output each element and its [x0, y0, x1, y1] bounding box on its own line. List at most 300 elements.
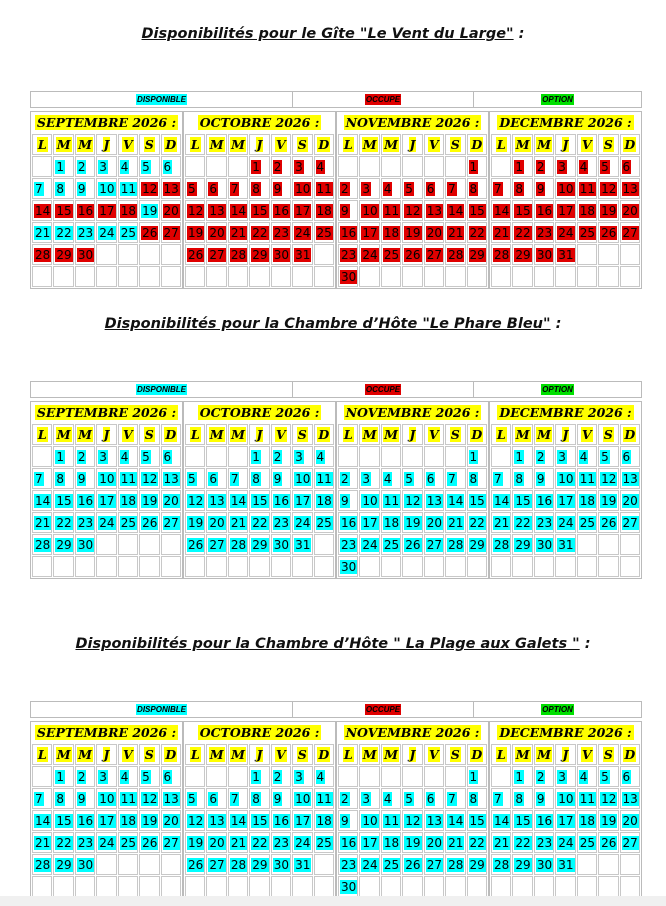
- day-available[interactable]: 23: [341, 537, 357, 552]
- day-cell[interactable]: [598, 222, 618, 243]
- day-available[interactable]: 24: [362, 857, 378, 872]
- day-cell[interactable]: [228, 468, 248, 489]
- day-occupied[interactable]: 18: [383, 225, 400, 240]
- day-cell[interactable]: [271, 512, 291, 533]
- day-available[interactable]: 22: [469, 835, 485, 850]
- day-cell[interactable]: [206, 490, 226, 511]
- day-cell[interactable]: [424, 468, 444, 489]
- day-available[interactable]: 3: [99, 769, 107, 784]
- day-cell[interactable]: [359, 446, 379, 467]
- day-occupied[interactable]: 19: [601, 203, 617, 218]
- day-cell[interactable]: [249, 766, 269, 787]
- day-available[interactable]: 5: [142, 449, 150, 464]
- day-cell[interactable]: [32, 244, 52, 265]
- day-cell[interactable]: [32, 222, 52, 243]
- day-cell[interactable]: [292, 446, 312, 467]
- day-cell[interactable]: [381, 244, 401, 265]
- day-occupied[interactable]: 5: [405, 181, 413, 196]
- day-cell[interactable]: [577, 178, 597, 199]
- day-cell[interactable]: [139, 810, 159, 831]
- day-cell[interactable]: [381, 178, 401, 199]
- day-cell[interactable]: [314, 156, 334, 177]
- day-cell[interactable]: [338, 876, 358, 897]
- day-cell[interactable]: [228, 766, 248, 787]
- day-available[interactable]: 27: [426, 857, 442, 872]
- day-cell[interactable]: [185, 156, 205, 177]
- day-cell[interactable]: [402, 854, 422, 875]
- day-cell[interactable]: [381, 832, 401, 853]
- day-occupied[interactable]: 15: [56, 203, 72, 218]
- day-cell[interactable]: [185, 876, 205, 897]
- day-available[interactable]: 8: [469, 471, 478, 486]
- day-cell[interactable]: [620, 156, 640, 177]
- day-cell[interactable]: [338, 534, 358, 555]
- day-cell[interactable]: [161, 788, 181, 809]
- day-available[interactable]: 18: [316, 813, 332, 828]
- day-available[interactable]: 3: [558, 769, 566, 784]
- day-occupied[interactable]: 14: [35, 203, 51, 218]
- day-cell[interactable]: [491, 512, 511, 533]
- day-cell[interactable]: [402, 222, 422, 243]
- day-cell[interactable]: [577, 200, 597, 221]
- day-available[interactable]: 22: [252, 835, 268, 850]
- day-cell[interactable]: [96, 534, 116, 555]
- day-cell[interactable]: [359, 490, 379, 511]
- day-cell[interactable]: [577, 766, 597, 787]
- day-available[interactable]: 26: [142, 835, 158, 850]
- day-cell[interactable]: [577, 244, 597, 265]
- day-cell[interactable]: [139, 156, 159, 177]
- day-cell[interactable]: [206, 244, 226, 265]
- day-occupied[interactable]: 23: [273, 225, 289, 240]
- day-cell[interactable]: [118, 200, 138, 221]
- day-available[interactable]: 27: [622, 515, 638, 530]
- day-cell[interactable]: [577, 876, 597, 897]
- day-available[interactable]: 7: [230, 471, 239, 486]
- day-available[interactable]: 3: [362, 471, 371, 486]
- day-cell[interactable]: [381, 534, 401, 555]
- day-cell[interactable]: [491, 222, 511, 243]
- day-available[interactable]: 22: [252, 515, 268, 530]
- day-available[interactable]: 13: [209, 813, 225, 828]
- day-available[interactable]: 8: [469, 791, 478, 806]
- day-cell[interactable]: [185, 490, 205, 511]
- day-cell[interactable]: [491, 244, 511, 265]
- day-available[interactable]: 21: [494, 515, 510, 530]
- day-cell[interactable]: [534, 788, 554, 809]
- day-available[interactable]: 4: [383, 791, 392, 806]
- day-cell[interactable]: [96, 876, 116, 897]
- day-available[interactable]: 16: [536, 493, 553, 508]
- day-occupied[interactable]: 28: [448, 247, 464, 262]
- day-cell[interactable]: [491, 766, 511, 787]
- day-cell[interactable]: [228, 266, 248, 287]
- day-available[interactable]: 19: [601, 493, 617, 508]
- day-available[interactable]: 14: [494, 493, 510, 508]
- day-cell[interactable]: [314, 490, 334, 511]
- day-available[interactable]: 21: [35, 225, 51, 240]
- day-cell[interactable]: [620, 266, 640, 287]
- day-cell[interactable]: [445, 266, 465, 287]
- day-cell[interactable]: [271, 810, 291, 831]
- day-available[interactable]: 26: [601, 515, 617, 530]
- day-cell[interactable]: [271, 766, 291, 787]
- day-cell[interactable]: [249, 222, 269, 243]
- day-available[interactable]: 26: [142, 515, 158, 530]
- day-available[interactable]: 28: [448, 857, 464, 872]
- day-cell[interactable]: [271, 534, 291, 555]
- day-cell[interactable]: [292, 810, 312, 831]
- day-cell[interactable]: [53, 468, 73, 489]
- day-occupied[interactable]: 20: [209, 225, 225, 240]
- day-cell[interactable]: [491, 876, 511, 897]
- day-cell[interactable]: [338, 446, 358, 467]
- day-cell[interactable]: [534, 854, 554, 875]
- day-occupied[interactable]: 23: [536, 225, 553, 240]
- day-cell[interactable]: [32, 766, 52, 787]
- day-cell[interactable]: [598, 788, 618, 809]
- day-available[interactable]: 13: [163, 791, 179, 806]
- day-available[interactable]: 12: [142, 471, 158, 486]
- day-cell[interactable]: [206, 468, 226, 489]
- day-cell[interactable]: [491, 200, 511, 221]
- day-cell[interactable]: [512, 490, 532, 511]
- day-available[interactable]: 21: [35, 835, 51, 850]
- day-cell[interactable]: [314, 788, 334, 809]
- day-cell[interactable]: [467, 266, 487, 287]
- day-cell[interactable]: [139, 788, 159, 809]
- day-cell[interactable]: [577, 446, 597, 467]
- day-cell[interactable]: [206, 222, 226, 243]
- day-occupied[interactable]: 3: [558, 159, 566, 174]
- day-cell[interactable]: [424, 832, 444, 853]
- day-available[interactable]: 15: [252, 493, 268, 508]
- day-available[interactable]: 11: [120, 181, 136, 196]
- day-occupied[interactable]: 27: [209, 247, 225, 262]
- day-cell[interactable]: [228, 876, 248, 897]
- day-cell[interactable]: [359, 178, 379, 199]
- day-cell[interactable]: [185, 222, 205, 243]
- day-cell[interactable]: [32, 876, 52, 897]
- day-cell[interactable]: [161, 178, 181, 199]
- day-cell[interactable]: [118, 788, 138, 809]
- day-occupied[interactable]: 23: [341, 247, 357, 262]
- day-cell[interactable]: [424, 766, 444, 787]
- day-cell[interactable]: [75, 854, 95, 875]
- day-cell[interactable]: [338, 468, 358, 489]
- day-cell[interactable]: [53, 534, 73, 555]
- day-cell[interactable]: [577, 788, 597, 809]
- day-cell[interactable]: [598, 556, 618, 577]
- day-available[interactable]: 23: [77, 835, 94, 850]
- day-cell[interactable]: [139, 766, 159, 787]
- day-cell[interactable]: [338, 244, 358, 265]
- day-cell[interactable]: [577, 266, 597, 287]
- day-available[interactable]: 13: [426, 813, 442, 828]
- day-available[interactable]: 14: [35, 493, 51, 508]
- day-available[interactable]: 29: [252, 857, 268, 872]
- day-cell[interactable]: [445, 876, 465, 897]
- day-cell[interactable]: [139, 446, 159, 467]
- day-cell[interactable]: [381, 156, 401, 177]
- day-cell[interactable]: [139, 854, 159, 875]
- day-cell[interactable]: [598, 512, 618, 533]
- day-available[interactable]: 21: [230, 515, 247, 530]
- day-available[interactable]: 19: [601, 813, 617, 828]
- day-cell[interactable]: [598, 854, 618, 875]
- day-cell[interactable]: [598, 468, 618, 489]
- day-cell[interactable]: [206, 200, 226, 221]
- day-available[interactable]: 7: [448, 471, 456, 486]
- day-available[interactable]: 10: [99, 791, 115, 806]
- day-cell[interactable]: [512, 266, 532, 287]
- day-cell[interactable]: [620, 832, 640, 853]
- day-cell[interactable]: [53, 200, 73, 221]
- day-cell[interactable]: [292, 876, 312, 897]
- day-available[interactable]: 19: [405, 835, 421, 850]
- day-cell[interactable]: [118, 534, 138, 555]
- day-available[interactable]: 22: [56, 835, 72, 850]
- day-available[interactable]: 17: [99, 813, 115, 828]
- day-cell[interactable]: [359, 556, 379, 577]
- day-cell[interactable]: [206, 534, 226, 555]
- day-cell[interactable]: [512, 766, 532, 787]
- day-available[interactable]: 6: [209, 471, 218, 486]
- day-cell[interactable]: [139, 490, 159, 511]
- day-cell[interactable]: [512, 178, 532, 199]
- day-cell[interactable]: [620, 534, 640, 555]
- day-cell[interactable]: [271, 788, 291, 809]
- day-cell[interactable]: [445, 766, 465, 787]
- day-cell[interactable]: [32, 788, 52, 809]
- day-occupied[interactable]: 17: [99, 203, 115, 218]
- day-cell[interactable]: [577, 534, 597, 555]
- day-available[interactable]: 22: [469, 515, 485, 530]
- day-cell[interactable]: [118, 222, 138, 243]
- day-cell[interactable]: [598, 446, 618, 467]
- day-cell[interactable]: [96, 854, 116, 875]
- day-occupied[interactable]: 18: [120, 203, 136, 218]
- day-cell[interactable]: [249, 832, 269, 853]
- day-available[interactable]: 18: [383, 515, 400, 530]
- day-cell[interactable]: [555, 156, 575, 177]
- day-available[interactable]: 9: [341, 813, 349, 828]
- day-cell[interactable]: [620, 222, 640, 243]
- day-occupied[interactable]: 13: [622, 181, 638, 196]
- day-cell[interactable]: [512, 156, 532, 177]
- day-cell[interactable]: [32, 266, 52, 287]
- day-cell[interactable]: [118, 244, 138, 265]
- day-available[interactable]: 9: [536, 471, 545, 486]
- day-available[interactable]: 17: [558, 813, 574, 828]
- day-cell[interactable]: [185, 854, 205, 875]
- day-cell[interactable]: [577, 832, 597, 853]
- day-occupied[interactable]: 20: [622, 203, 638, 218]
- day-available[interactable]: 14: [448, 813, 464, 828]
- day-available[interactable]: 19: [142, 203, 158, 218]
- day-occupied[interactable]: 28: [230, 247, 247, 262]
- day-occupied[interactable]: 11: [383, 203, 400, 218]
- day-cell[interactable]: [424, 556, 444, 577]
- day-occupied[interactable]: 3: [362, 181, 371, 196]
- day-cell[interactable]: [359, 876, 379, 897]
- day-available[interactable]: 4: [383, 471, 392, 486]
- day-cell[interactable]: [598, 178, 618, 199]
- day-cell[interactable]: [75, 766, 95, 787]
- day-cell[interactable]: [53, 556, 73, 577]
- day-available[interactable]: 1: [469, 769, 478, 784]
- day-occupied[interactable]: 10: [558, 181, 574, 196]
- day-cell[interactable]: [338, 766, 358, 787]
- day-available[interactable]: 30: [77, 857, 94, 872]
- day-cell[interactable]: [598, 534, 618, 555]
- day-cell[interactable]: [96, 810, 116, 831]
- day-cell[interactable]: [467, 178, 487, 199]
- day-cell[interactable]: [96, 222, 116, 243]
- day-occupied[interactable]: 21: [230, 225, 247, 240]
- day-available[interactable]: 25: [383, 857, 400, 872]
- day-cell[interactable]: [620, 556, 640, 577]
- day-cell[interactable]: [75, 534, 95, 555]
- day-cell[interactable]: [206, 854, 226, 875]
- day-cell[interactable]: [118, 556, 138, 577]
- day-available[interactable]: 5: [142, 769, 150, 784]
- day-available[interactable]: 25: [316, 835, 332, 850]
- day-available[interactable]: 28: [230, 857, 247, 872]
- day-cell[interactable]: [445, 512, 465, 533]
- day-available[interactable]: 13: [622, 471, 638, 486]
- day-occupied[interactable]: 3: [295, 159, 303, 174]
- day-available[interactable]: 27: [209, 537, 225, 552]
- day-cell[interactable]: [534, 766, 554, 787]
- day-cell[interactable]: [467, 512, 487, 533]
- day-available[interactable]: 17: [362, 515, 378, 530]
- day-available[interactable]: 11: [316, 471, 332, 486]
- day-cell[interactable]: [314, 832, 334, 853]
- day-cell[interactable]: [402, 490, 422, 511]
- day-occupied[interactable]: 13: [426, 203, 442, 218]
- day-cell[interactable]: [359, 810, 379, 831]
- day-available[interactable]: 30: [273, 857, 289, 872]
- day-available[interactable]: 6: [622, 449, 631, 464]
- day-cell[interactable]: [292, 200, 312, 221]
- day-cell[interactable]: [467, 810, 487, 831]
- day-cell[interactable]: [381, 766, 401, 787]
- day-cell[interactable]: [249, 266, 269, 287]
- day-available[interactable]: 17: [99, 493, 115, 508]
- day-cell[interactable]: [206, 446, 226, 467]
- day-cell[interactable]: [424, 266, 444, 287]
- day-available[interactable]: 31: [558, 537, 574, 552]
- day-cell[interactable]: [314, 222, 334, 243]
- day-cell[interactable]: [271, 178, 291, 199]
- day-cell[interactable]: [32, 832, 52, 853]
- day-cell[interactable]: [402, 200, 422, 221]
- day-available[interactable]: 31: [558, 857, 574, 872]
- day-cell[interactable]: [402, 788, 422, 809]
- day-available[interactable]: 17: [362, 835, 378, 850]
- day-cell[interactable]: [598, 810, 618, 831]
- day-cell[interactable]: [32, 468, 52, 489]
- day-cell[interactable]: [467, 200, 487, 221]
- day-available[interactable]: 11: [383, 493, 400, 508]
- day-available[interactable]: 24: [99, 515, 115, 530]
- day-available[interactable]: 20: [426, 835, 442, 850]
- day-cell[interactable]: [271, 156, 291, 177]
- day-cell[interactable]: [598, 766, 618, 787]
- day-occupied[interactable]: 10: [295, 181, 311, 196]
- day-available[interactable]: 9: [273, 471, 282, 486]
- day-available[interactable]: 4: [120, 159, 129, 174]
- day-cell[interactable]: [512, 832, 532, 853]
- day-cell[interactable]: [118, 810, 138, 831]
- day-cell[interactable]: [32, 556, 52, 577]
- day-cell[interactable]: [271, 222, 291, 243]
- day-cell[interactable]: [314, 766, 334, 787]
- day-available[interactable]: 10: [362, 493, 378, 508]
- day-available[interactable]: 12: [188, 813, 204, 828]
- day-cell[interactable]: [402, 556, 422, 577]
- day-available[interactable]: 12: [601, 791, 617, 806]
- day-cell[interactable]: [139, 178, 159, 199]
- day-cell[interactable]: [32, 178, 52, 199]
- day-available[interactable]: 20: [622, 813, 638, 828]
- day-occupied[interactable]: 1: [469, 159, 478, 174]
- day-cell[interactable]: [206, 788, 226, 809]
- day-cell[interactable]: [359, 854, 379, 875]
- day-cell[interactable]: [359, 468, 379, 489]
- day-available[interactable]: 24: [558, 515, 574, 530]
- day-available[interactable]: 11: [120, 471, 136, 486]
- day-cell[interactable]: [228, 222, 248, 243]
- day-cell[interactable]: [118, 266, 138, 287]
- day-cell[interactable]: [53, 222, 73, 243]
- day-occupied[interactable]: 22: [515, 225, 531, 240]
- day-available[interactable]: 3: [362, 791, 371, 806]
- day-occupied[interactable]: 9: [341, 203, 349, 218]
- day-cell[interactable]: [228, 854, 248, 875]
- day-available[interactable]: 30: [273, 537, 289, 552]
- day-cell[interactable]: [53, 490, 73, 511]
- day-cell[interactable]: [620, 490, 640, 511]
- day-cell[interactable]: [96, 468, 116, 489]
- day-cell[interactable]: [620, 810, 640, 831]
- day-cell[interactable]: [249, 810, 269, 831]
- day-cell[interactable]: [96, 512, 116, 533]
- day-cell[interactable]: [381, 556, 401, 577]
- day-cell[interactable]: [598, 266, 618, 287]
- day-cell[interactable]: [228, 178, 248, 199]
- day-cell[interactable]: [381, 788, 401, 809]
- day-available[interactable]: 10: [295, 791, 311, 806]
- day-available[interactable]: 10: [99, 471, 115, 486]
- day-cell[interactable]: [249, 446, 269, 467]
- day-occupied[interactable]: 22: [469, 225, 485, 240]
- day-occupied[interactable]: 13: [163, 181, 179, 196]
- day-cell[interactable]: [314, 468, 334, 489]
- day-available[interactable]: 7: [35, 471, 43, 486]
- day-available[interactable]: 27: [163, 835, 179, 850]
- day-available[interactable]: 15: [56, 493, 72, 508]
- day-available[interactable]: 4: [316, 769, 325, 784]
- day-cell[interactable]: [402, 876, 422, 897]
- day-cell[interactable]: [249, 178, 269, 199]
- day-cell[interactable]: [512, 854, 532, 875]
- day-cell[interactable]: [249, 854, 269, 875]
- day-occupied[interactable]: 27: [622, 225, 638, 240]
- day-available[interactable]: 13: [163, 471, 179, 486]
- day-cell[interactable]: [445, 490, 465, 511]
